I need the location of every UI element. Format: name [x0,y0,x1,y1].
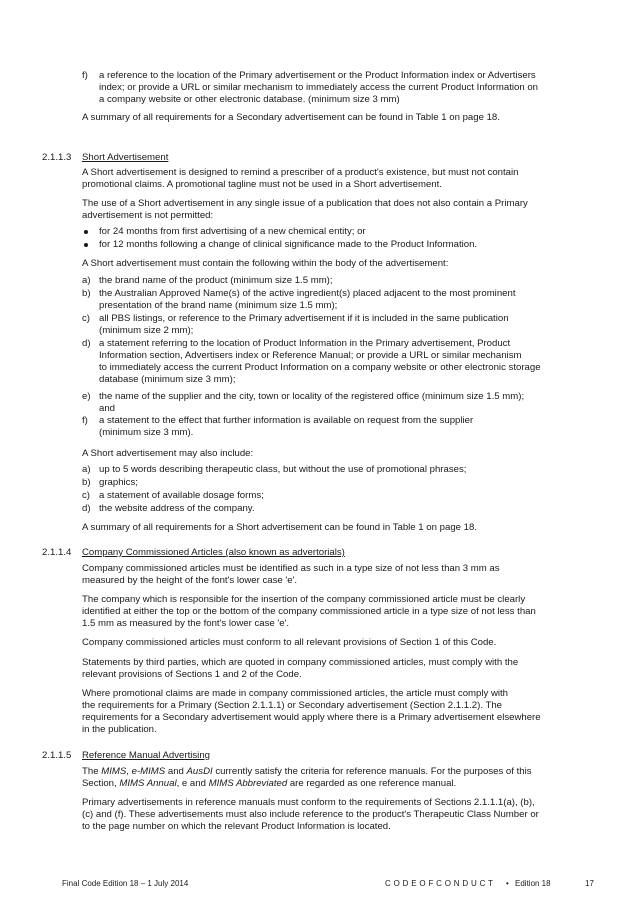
text-run: and [165,766,187,777]
page-number: 17 [585,879,594,888]
paragraph-lead: A [82,167,88,178]
italic-run: MIMS [101,766,127,777]
list-label: a) [82,275,91,286]
footer-separator: • [506,879,509,888]
section-number: 2.1.1.5 [42,750,72,761]
paragraph-text: Short advertisement is designed to remind a prescriber of a product's existence, but must not contain [90,167,519,178]
paragraph-line [82,167,518,178]
paragraph-line: (c) and (f). These advertisements must also include reference to the product's Therapeutic Class Number or [82,809,539,820]
paragraph-line [82,766,532,777]
list-item-line: the website address of the company. [99,503,255,514]
paragraph-line: identified at either the top or the bottom of the company commissioned article in a type size of not less than [82,606,536,617]
text-run: , [126,766,132,777]
list-item-line: presentation of the brand name (minimum size 1.5 mm); [99,300,338,311]
list-item-line: a statement to the effect that further information is available on request from the supplier [99,415,474,426]
section-title: Company Commissioned Articles (also known as advertorials) [82,547,345,558]
italic-run: MIMS Abbreviated [208,778,288,789]
italic-run: AusDI [186,766,213,777]
list-label: b) [82,477,91,488]
section-title: Short Advertisement [82,152,169,163]
bullet-icon [84,230,88,234]
list-item-line: index; or provide a URL or similar mechanism to immediately access the current Product Information on [99,82,539,93]
paragraph-line: requirements for a Secondary advertisement would apply where there is a Primary advertisement elsewhere [82,712,541,723]
list-label: c) [82,490,90,501]
footer-code-title: C O D E O F C O N D U C T [385,879,494,888]
paragraph-line: Statements by third parties, which are quoted in company commissioned articles, must comply with the [82,657,519,668]
section-number: 2.1.1.3 [42,152,72,163]
footer-edition-date: Final Code Edition 18 – 1 July 2014 [62,879,189,888]
paragraph-line: A Short advertisement must contain the following within the body of the advertisement: [82,258,449,269]
list-label: f) [82,70,88,81]
paragraph-line: A Short advertisement may also include: [82,448,254,459]
list-label: f) [82,415,88,426]
list-label: e) [82,391,91,402]
paragraph-line: measured by the height of the font's lower case 'e'. [82,575,298,586]
text-run: , e and [176,778,209,789]
list-label: d) [82,503,91,514]
list-label: c) [82,313,90,324]
italic-run: MIMS Annual [119,778,177,789]
list-item-line: a reference to the location of the Primary advertisement or the Product Information index or Advertisers [99,70,536,81]
list-item-line: (minimum size 2 mm); [99,325,194,336]
paragraph-line: the requirements for a Primary (Section 2.1.1.1) or Secondary advertisement (Section 2.1.1.2). The [82,700,503,711]
summary-paragraph: A summary of all requirements for a Short advertisement can be found in Table 1 on page 18. [82,522,477,533]
text-run: currently satisfy the criteria for reference manuals. For the purposes of this [212,766,532,777]
list-item-line: a statement of available dosage forms; [99,490,264,501]
list-item-line: graphics; [99,477,138,488]
list-item-line: all PBS listings, or reference to the Primary advertisement if it is included in the same publication [99,313,509,324]
list-item-line: to immediately access the current Product Information on a company website or other electronic storage [99,362,541,373]
footer-edition: Edition 18 [515,879,551,888]
list-item-line: and [99,403,116,414]
paragraph-line: to the page number on which the relevant Product Information is located. [82,821,391,832]
bullet-item: for 24 months from first advertising of a new chemical entity; or [99,226,366,237]
paragraph-line: Company commissioned articles must conform to all relevant provisions of Section 1 of this Code. [82,637,497,648]
paragraph-line: Primary advertisements in reference manuals must conform to the requirements of Sections 2.1.1.1(a), (b), [82,797,535,808]
paragraph-line: The use of a Short advertisement in any single issue of a publication that does not also contain a Primary [82,198,528,209]
text-run: are regarded as one reference manual. [287,778,457,789]
paragraph-line: promotional claims. A promotional tagline must not be used in a Short advertisement. [82,179,442,190]
bullet-icon [84,243,88,247]
list-item-line: the Australian Approved Name(s) of the active ingredient(s) placed adjacent to the most prominent [99,288,516,299]
text-run: The [82,766,102,777]
paragraph-line: Company commissioned articles must be identified as such in a type size of not less than 3 mm as [82,563,500,574]
summary-paragraph: A summary of all requirements for a Secondary advertisement can be found in Table 1 on page 18. [82,112,500,123]
text-run: Section, [82,778,120,789]
list-item-line: Information section, Advertisers index or Reference Manual; or provide a URL or similar mechanism [99,350,522,361]
list-item-line: a company website or other electronic database. (minimum size 3 mm) [99,94,400,105]
paragraph-line: relevant provisions of Sections 1 and 2 of the Code. [82,669,302,680]
list-item-line: the brand name of the product (minimum size 1.5 mm); [99,275,333,286]
paragraph-line: 1.5 mm as measured by the font's lower case 'e'. [82,618,290,629]
section-number: 2.1.1.4 [42,547,72,558]
list-label: a) [82,464,91,475]
list-label: b) [82,288,91,299]
list-item-line: a statement referring to the location of Product Information in the Primary advertisement, Product [99,338,511,349]
bullet-item: for 12 months following a change of clinical significance made to the Product Information. [99,239,478,250]
paragraph-line: The company which is responsible for the insertion of the company commissioned article must be clearly [82,594,526,605]
section-title: Reference Manual Advertising [82,750,210,761]
paragraph-line: in the publication. [82,724,157,735]
list-label: d) [82,338,91,349]
paragraph-line [82,778,456,789]
list-item-line: up to 5 words describing therapeutic class, but without the use of promotional phrases; [99,464,467,475]
paragraph-line: Where promotional claims are made in company commissioned articles, the article must comply with [82,688,509,699]
list-item-line: (minimum size 3 mm). [99,427,194,438]
list-item-line: database (minimum size 3 mm); [99,374,236,385]
list-item-line: the name of the supplier and the city, town or locality of the registered office (minimum size 1.5 mm); [99,391,525,402]
italic-run: e-MIMS [131,766,166,777]
paragraph-line: advertisement is not permitted: [82,210,214,221]
